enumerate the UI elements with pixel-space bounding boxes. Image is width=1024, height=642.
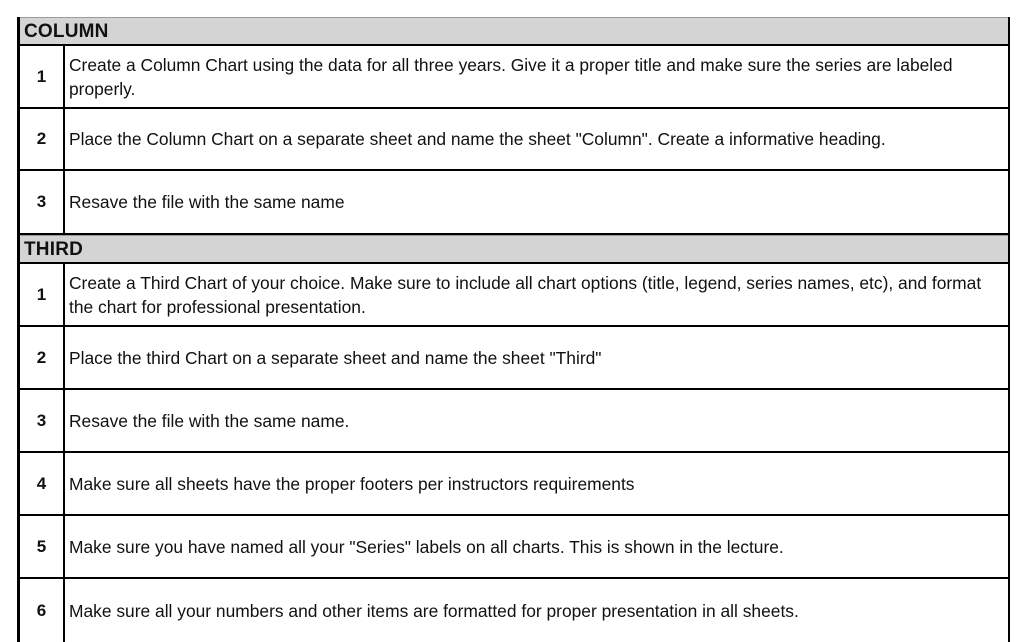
step-number: 4	[20, 453, 65, 514]
step-number: 6	[20, 579, 65, 642]
section-header-column: COLUMN	[20, 17, 1008, 46]
table-row	[20, 264, 1008, 327]
step-text: Place the Column Chart on a separate sheet and name the sheet "Column". Create a informative heading.	[69, 129, 886, 149]
table-row	[20, 171, 1008, 235]
step-text: Make sure all your numbers and other items are formatted for proper presentation in all sheets.	[69, 600, 799, 621]
step-text: Resave the file with the same name	[69, 192, 345, 212]
step-number: 1	[20, 46, 65, 107]
step-number: 3	[20, 171, 65, 233]
step-text: Place the third Chart on a separate sheet and name the sheet "Third"	[69, 347, 602, 368]
step-text: Create a Column Chart using the data for all three years. Give it a proper title and make sure the series are labeled properly.	[69, 54, 953, 99]
step-number: 5	[20, 516, 65, 577]
step-number: 3	[20, 390, 65, 451]
table-row	[20, 46, 1008, 109]
step-text: Make sure all sheets have the proper footers per instructors requirements	[69, 473, 635, 494]
step-number: 2	[20, 109, 65, 169]
table-row	[20, 579, 1008, 642]
table-row	[20, 327, 1008, 390]
step-number: 2	[20, 327, 65, 388]
table-row	[20, 109, 1008, 171]
table-row	[20, 453, 1008, 516]
step-text: Make sure you have named all your "Series" labels on all charts. This is shown in the lecture.	[69, 536, 784, 557]
section-header-third: THIRD	[20, 235, 1008, 264]
step-text: Create a Third Chart of your choice. Make sure to include all chart options (title, legend, series names, etc), and format the chart for professional presentation.	[69, 272, 982, 317]
step-number: 1	[20, 264, 65, 325]
step-text: Resave the file with the same name.	[69, 410, 350, 431]
instructions-table	[17, 17, 1010, 642]
table-row	[20, 390, 1008, 453]
table-row	[20, 516, 1008, 579]
